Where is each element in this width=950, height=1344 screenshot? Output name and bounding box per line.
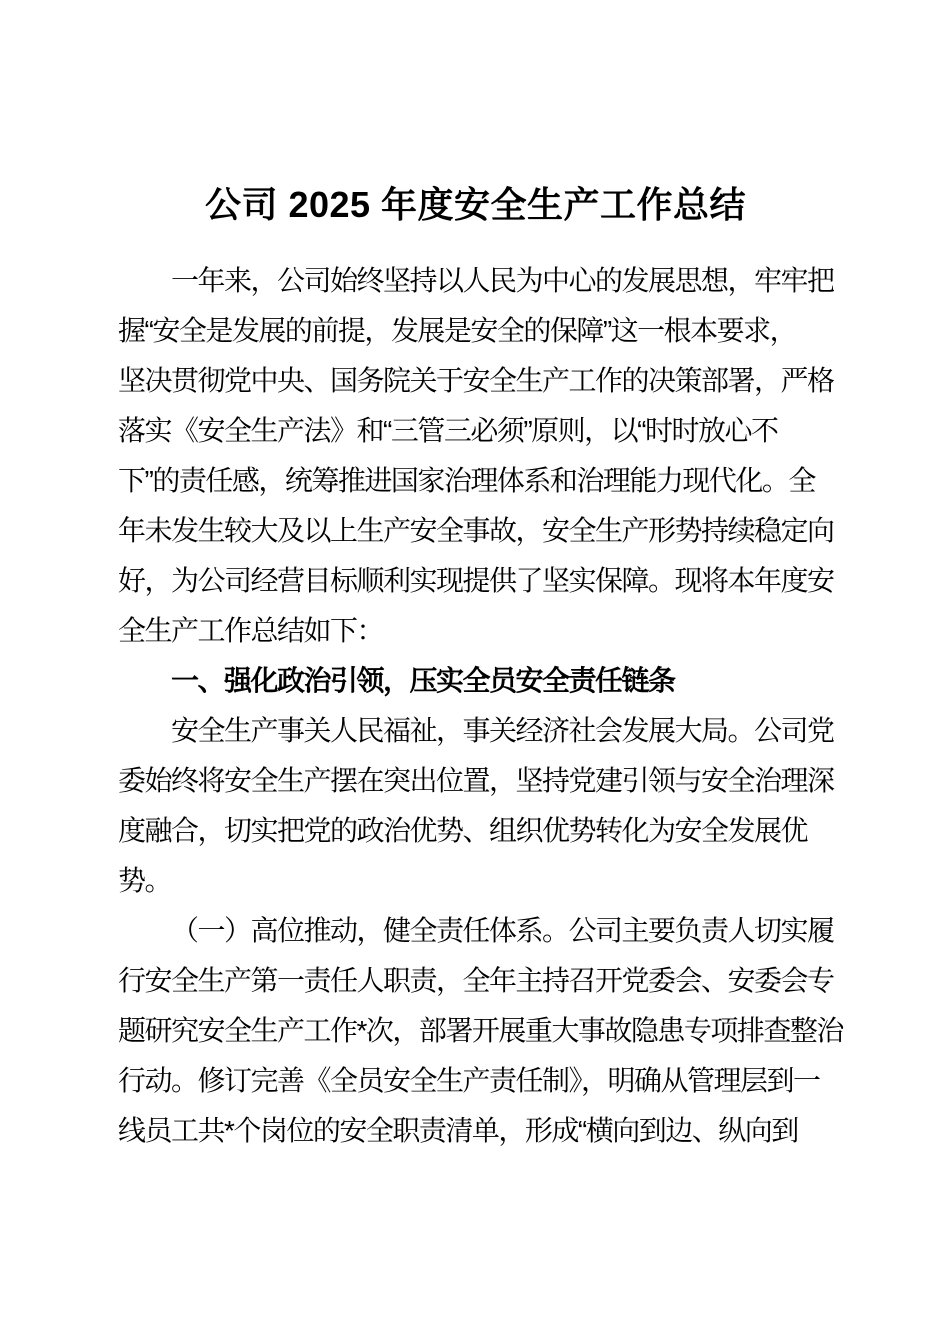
paragraph-line: 行安全生产第一责任人职责，全年主持召开党委会、安委会专 bbox=[118, 965, 834, 996]
paragraph-line: 下”的责任感，统筹推进国家治理体系和治理能力现代化。全 bbox=[118, 465, 815, 496]
paragraph-line: 坚决贯彻党中央、国务院关于安全生产工作的决策部署，严格 bbox=[118, 365, 834, 396]
body-paragraph bbox=[118, 256, 833, 656]
document-content bbox=[118, 180, 843, 1156]
paragraph-line: 落实《安全生产法》和“三管三必须”原则，以“时时放心不 bbox=[118, 415, 778, 446]
paragraph-line: 一年来，公司始终坚持以人民为中心的发展思想，牢牢把 bbox=[171, 265, 834, 296]
paragraph-line: 年未发生较大及以上生产安全事故，安全生产形势持续稳定向 bbox=[118, 515, 834, 546]
paragraph-line: 握“安全是发展的前提，发展是安全的保障”这一根本要求， bbox=[118, 315, 797, 346]
section-heading bbox=[118, 656, 833, 706]
paragraph-line: 好，为公司经营目标顺利实现提供了坚实保障。现将本年度安 bbox=[118, 565, 834, 596]
paragraph-line: （一）高位推动，健全责任体系。公司主要负责人切实履 bbox=[171, 915, 834, 946]
paragraph-line: 行动。修订完善《全员安全生产责任制》，明确从管理层到一 bbox=[118, 1065, 820, 1096]
document-body bbox=[118, 256, 843, 1156]
body-paragraph bbox=[118, 906, 843, 1156]
paragraph-line: 线员工共*个岗位的安全职责清单，形成“横向到边、纵向到 bbox=[118, 1115, 798, 1146]
paragraph-line: 安全生产事关人民福祉，事关经济社会发展大局。公司党 bbox=[171, 715, 834, 746]
paragraph-line: 题研究安全生产工作*次，部署开展重大事故隐患专项排查整治 bbox=[118, 1015, 843, 1046]
paragraph-line: 委始终将安全生产摆在突出位置，坚持党建引领与安全治理深 bbox=[118, 765, 834, 796]
document-title: 公司 2025 年度安全生产工作总结 bbox=[204, 184, 747, 225]
heading-line: 一、强化政治引领，压实全员安全责任链条 bbox=[171, 665, 675, 696]
body-paragraph bbox=[118, 706, 833, 906]
paragraph-line: 度融合，切实把党的政治优势、组织优势转化为安全发展优 bbox=[118, 815, 808, 846]
paragraph-line: 全生产工作总结如下： bbox=[118, 615, 384, 646]
paragraph-line: 势。 bbox=[118, 865, 172, 896]
